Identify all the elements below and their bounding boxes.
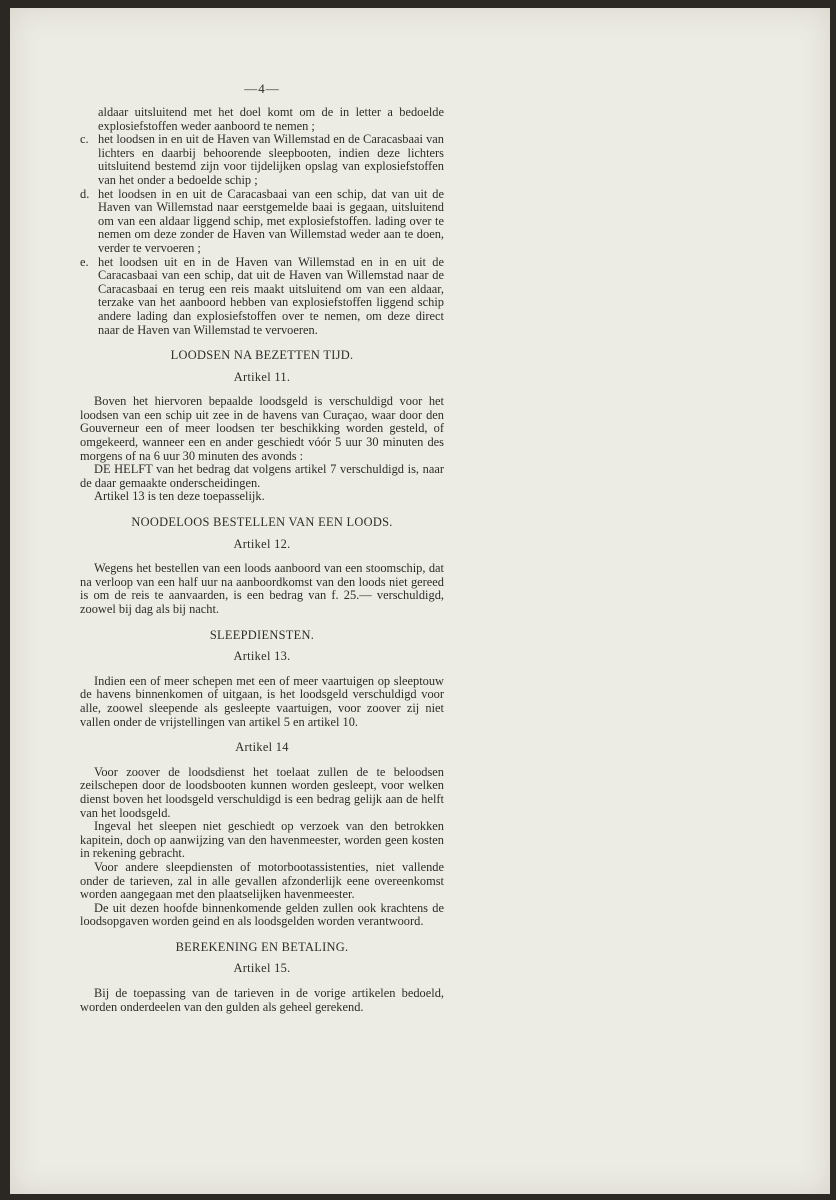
artikel-title: Artikel 13. xyxy=(233,649,291,664)
paragraph: Voor andere sleepdiensten of motorbootassistenties, niet vallende onder de tarieven, zal in alle gevallen afzonderlijk eene overeenkomst worden aangegaan met den plaatselijken havenmeester. xyxy=(80,859,444,902)
paragraph: Wegens het bestellen van een loods aanboord van een stoomschip, dat na verloop van een half uur na aanboordkomst van den loods niet gereed is om de reis te aanvaarden, is een bedrag van f. 25.— verschuldigd, zoowel bij dag als bij nacht. xyxy=(80,561,444,616)
paragraph: Artikel 13 is ten deze toepasselijk. xyxy=(94,489,265,504)
artikel-title: Artikel 14 xyxy=(235,740,289,755)
section-heading: BEREKENING EN BETALING. xyxy=(175,939,349,954)
paragraph: Bij de toepassing van de tarieven in de vorige artikelen bedoeld, worden onderdeelen van den gulden als geheel gerekend. xyxy=(80,986,444,1014)
paragraph: Indien een of meer schepen met een of meer vaartuigen op sleeptouw de havens binnenkomen of uitgaan, is het loodsgeld verschuldigd voor alle, zoowel sleepende als gesleepte vaartuigen, voor zoover zij niet vallen onder de vrijstellingen van artikel 5 en artikel 10. xyxy=(80,673,444,729)
section-heading: NOODELOOS BESTELLEN VAN EEN LOODS. xyxy=(131,515,393,530)
document-page xyxy=(10,8,830,1194)
page-text-column xyxy=(80,81,444,1014)
list-text: het loodsen in en uit de Caracasbaai van een schip, dat van uit de Haven van Willemstad naar eerstgemelde baai is gegaan, uitsluitend om van een aldaar liggend schip, met explosiefstoffen. lading over te nemen om deze zonder de Haven van Willemstad weder aan te doen, verder te vervoeren ; xyxy=(98,186,444,255)
paragraph: Voor zoover de loodsdienst het toelaat zullen de te beloodsen zeilschepen door de loodsbooten kunnen worden gesleept, voor welken dienst boven het loodsgeld verschuldigd is een bedrag gelijk aan de helft van het loodsgeld. xyxy=(80,764,444,820)
paragraph: Boven het hiervoren bepaalde loodsgeld is verschuldigd voor het loodsen van een schip uit zee in de havens van Curaçao, waar door den Gouverneur een of meer loodsen ter beschikking worden gesteld, of omgekeerd, wanneer een en ander geschiedt vóór 5 uur 30 minuten des morgens of na 6 uur 30 minuten des avonds : xyxy=(80,394,444,463)
list-label: e. xyxy=(80,254,89,269)
section-heading: LOODSEN NA BEZETTEN TIJD. xyxy=(170,348,354,363)
list-text: het loodsen uit en in de Haven van Willemstad en in en uit de Caracasbaai van een schip, dat uit de Haven van Willemstad naar de Caracasbaai en terug een reis maakt uitsluitend om van een aldaar, terzake van het aanboord hebben van explosiefstoffen liggend schip andere lading dan explosiefstoffen over te nemen, om deze direct naar de Haven van Willemstad te vervoeren. xyxy=(98,254,444,337)
continuation-text: aldaar uitsluitend met het doel komt om de in letter a bedoelde explosiefstoffen weder aanboord te nemen ; xyxy=(98,105,444,133)
list-label: d. xyxy=(80,186,90,201)
page-number: —4— xyxy=(244,81,280,96)
artikel-title: Artikel 11. xyxy=(233,369,291,384)
list-item-c xyxy=(80,133,444,187)
list-label: c. xyxy=(80,132,89,147)
artikel-title: Artikel 15. xyxy=(233,961,291,976)
section-artikel-12 xyxy=(80,516,444,617)
paragraph: DE HELFT van het bedrag dat volgens artikel 7 verschuldigd is, naar de daar gemaakte onderscheidingen. xyxy=(80,462,444,490)
section-artikel-13 xyxy=(80,629,444,730)
list-item-d xyxy=(80,188,444,256)
section-artikel-11 xyxy=(80,349,444,504)
list-text: het loodsen in en uit de Haven van Willemstad en de Caracasbaai van lichters en daarbij behoorende sleepbooten, indien deze lichters uitsluitend bestemd zijn voor tijdelijken opslag van explosiefstoffen van het onder a bedoelde schip ; xyxy=(98,132,444,187)
list-item-e xyxy=(80,256,444,338)
artikel-title: Artikel 12. xyxy=(233,536,291,551)
paragraph: Ingeval het sleepen niet geschiedt op verzoek van den betrokken kapitein, doch op aanwijzing van den havenmeester, worden geen kosten in rekening gebracht. xyxy=(80,819,444,861)
paragraph: De uit dezen hoofde binnenkomende gelden zullen ook krachtens de loodsopgaven worden geind en als loodsgelden worden verantwoord. xyxy=(80,900,444,929)
section-artikel-14 xyxy=(80,741,444,929)
section-artikel-15 xyxy=(80,941,444,1014)
section-heading: SLEEPDIENSTEN. xyxy=(209,627,315,642)
